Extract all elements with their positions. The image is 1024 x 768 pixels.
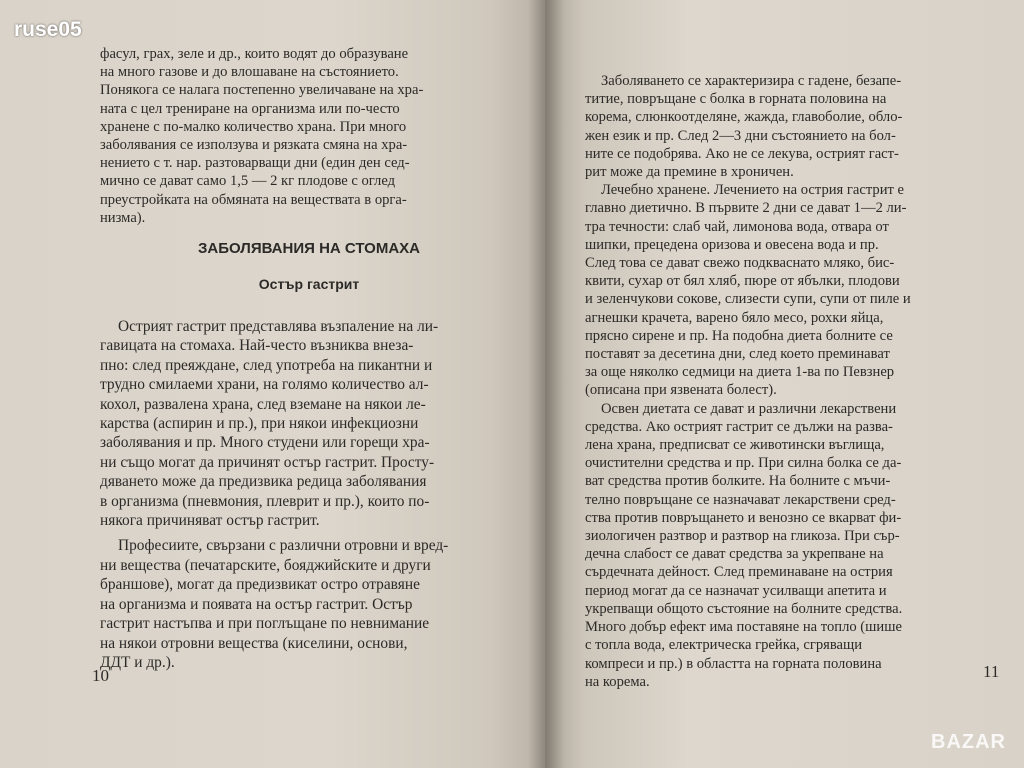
text-line: нението с т. нар. разтоварващи дни (един ден сед- [100, 155, 410, 172]
text-line: с топла вода, електрическа грейка, сгряващи [585, 637, 863, 654]
text-line: рит може да премине в хроничен. [585, 164, 794, 181]
text-line: зиологичен разтвор и разтвор на гликоза. При сър- [585, 528, 900, 545]
text-line: преустройката на обмяната на веществата в орга- [100, 191, 407, 208]
text-line: поставят за десетина дни, след което преминават [585, 346, 890, 363]
text-line: низма). [100, 209, 146, 226]
text-line: дяването може да предизвика редица заболявания [100, 473, 427, 491]
text-line: гастрит настъпва и при поглъщане по невнимание [100, 615, 430, 633]
text-line: ни вещества (печатарските, бояджийските и други [100, 556, 431, 574]
text-line: агнешки крачета, варено бяло месо, рохки яйца, [585, 309, 884, 326]
text-line: дечна слабост се дават средства за укрепване на [585, 546, 884, 563]
text-line: шипки, прецедена оризова и овесена вода и пр. [585, 236, 879, 253]
text-line: фасул, грах, зеле и др., които водят до образуване [100, 46, 409, 62]
text-line: заболявания и пр. Много студени или горещи хра- [100, 434, 430, 452]
text-line: Освен диетата се дават и различни лекарствени [601, 400, 897, 417]
text-line: телно повръщане се назначават лекарствени сред- [585, 491, 896, 508]
text-line: ства против повръщането и венозно се вкарват фи- [585, 509, 902, 526]
text-line: период могат да се назначат усилващи апетита и [585, 582, 887, 599]
text-line: прясно сирене и пр. На подобна диета болните се [585, 327, 893, 344]
text-line: кохол, развалена храна, след вземане на някои ле- [100, 395, 426, 413]
page-number: 11 [983, 662, 1000, 681]
text-line: компреси и пр.) в областта на горната половина [585, 655, 882, 672]
text-line: главно диетично. В първите 2 дни се дават 1—2 ли- [585, 200, 907, 217]
text-line: ват средства против болките. На болните с мъчи- [585, 473, 891, 490]
text-line: ни също могат да причинят остър гастрит. Просту- [100, 453, 435, 471]
text-line: Острият гастрит представлява възпаление на ли- [118, 318, 439, 335]
text-line: Понякога се налага постепенно увеличаване на хра- [100, 82, 424, 99]
text-line: Заболяването се характеризира с гадене, безапе- [601, 73, 902, 89]
text-line: браншове), могат да предизвикат остро отравяне [100, 576, 420, 594]
text-line: сърдечната дейност. След преминаване на острия [585, 564, 893, 581]
text-line: лена храна, предписват се животински въглища, [585, 437, 885, 454]
text-line: мично се дават само 1,5 — 2 кг плодове с оглед [100, 173, 396, 190]
text-line: жен език и пр. След 2—3 дни състоянието на бол- [585, 127, 896, 144]
text-line: очистителни средства и пр. При силна болка се да- [585, 455, 902, 472]
text-line: средства. Ако острият гастрит се дължи на разва- [585, 418, 893, 435]
text-line: След това се дават свежо подкваснато мляко, бис- [585, 255, 895, 272]
left-intro-text [100, 45, 518, 227]
text-line: корема, слюнкоотделяне, жажда, главоболие, обло- [585, 109, 903, 126]
text-line: на организма и появата на остър гастрит. Остър [100, 595, 413, 613]
book-gutter-shadow [528, 0, 564, 768]
text-line: ните се подобрява. Ако не се лекува, острият гаст- [585, 145, 899, 162]
bazar-logo: BAZAR [931, 731, 1006, 753]
text-line: (описана при язвената болест). [585, 382, 777, 399]
text-line: в организма (пневмония, плеврит и пр.), които по- [100, 492, 430, 510]
text-line: някога причиняват остър гастрит. [100, 512, 320, 530]
text-line: карства (аспирин и пр.), при някои инфекциозни [100, 415, 419, 433]
text-line: ната с цел трениране на организма или по-често [100, 100, 400, 117]
text-line: квити, сухар от бял хляб, пюре от ябълки, плодови [585, 273, 900, 290]
text-line: титие, повръщане с болка в горната половина на [585, 91, 887, 108]
left-body-text [100, 317, 518, 672]
page-number: 10 [92, 666, 109, 685]
text-line: Лечебно хранене. Лечението на острия гастрит е [601, 182, 905, 199]
text-line: на някои отровни вещества (киселини, основи, [100, 634, 408, 652]
text-line: гавицата на стомаха. Най-често възниква внеза- [100, 337, 414, 355]
text-line: тра течности: слаб чай, лимонова вода, отвара от [585, 218, 889, 235]
watermark-text: ruse05 [14, 18, 82, 41]
text-line: ДДТ и др.). [100, 653, 175, 671]
text-line: трудно смилаеми храни, на голямо количество ал- [100, 376, 429, 394]
text-line: пно: след преяждане, след употреба на пикантни и [100, 356, 433, 374]
text-line: Професиите, свързани с различни отровни и вред- [118, 537, 449, 555]
right-page [545, 0, 1024, 768]
text-line: за още няколко седмици на диета 1-ва по Певзнер [585, 364, 895, 381]
text-line: Много добър ефект има поставяне на топло (шише [585, 619, 902, 636]
text-line: и зеленчукови сокове, слизести супи, супи от пиле и [585, 291, 911, 308]
text-line: хранене с по-малко количество храна. При много [100, 118, 407, 135]
right-body-text [585, 72, 985, 691]
section-heading: ЗАБОЛЯВАНИЯ НА СТОМАХА [197, 240, 420, 257]
text-line: на много газове и до влошаване на състоянието. [100, 64, 399, 81]
text-line: заболявания се използува и рязката смяна на хра- [100, 137, 408, 154]
subsection-heading: Остър гастрит [258, 276, 360, 292]
text-line: укрепващи общото състояние на болните средства. [585, 600, 903, 617]
text-line: на корема. [585, 673, 650, 690]
